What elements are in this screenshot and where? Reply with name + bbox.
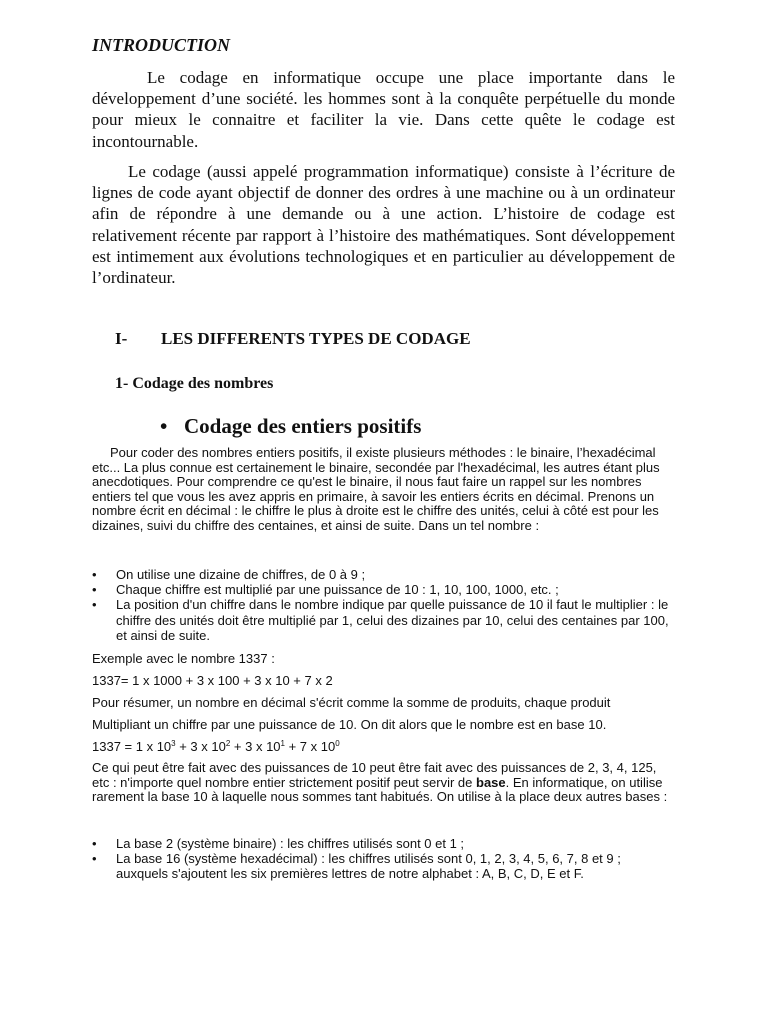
list-item (92, 597, 672, 643)
list-item-text: La base 2 (système binaire) : les chiffres utilisés sont 0 et 1 ; (116, 836, 465, 851)
bullet-marker: • (92, 851, 97, 867)
power-eq-part: + 3 x 10 (175, 739, 226, 754)
power-eq-part: + 7 x 10 (284, 739, 336, 754)
introduction-heading: INTRODUCTION (92, 35, 231, 55)
paragraph-text: . En informatique, on utilise rarement la base 10 à laquelle nous sommes tant habitués. On utilise à la place deux autres bases : (92, 774, 668, 805)
power-equation (92, 739, 340, 754)
intro-paragraph-2: Le codage (aussi appelé programmation informatique) consiste à l’écriture de lignes de code ayant objectif de donner des ordres à une machine ou à un ordinateur afin de répondre à une demande ou à une action. L’histoire de codage est relativement récente par rapport à l’histoire des mathématiques. Sont développement est intimement aux évolutions technologiques et en particulier au développement de l’ordinateur. (92, 162, 675, 288)
power-exponent: 1 (280, 739, 285, 748)
bullet-marker: • (92, 567, 97, 582)
bullet-list-bases (92, 836, 672, 882)
power-exponent: 2 (225, 739, 231, 748)
body-paragraph-2 (92, 761, 672, 805)
power-exponent: 0 (335, 739, 340, 748)
summary-line-2: Multipliant un chiffre par une puissance de 10. On dit alors que le nombre est en base 10. (92, 717, 607, 732)
list-item-text: La base 16 (système hexadécimal) : les chiffres utilisés sont 0, 1, 2, 3, 4, 5, 6, 7, 8 et 9 ; auxquels s'ajoutent les six premières lettres de notre alphabet : A, B, C, D, E et F. (116, 851, 621, 882)
example-equation: 1337= 1 x 1000 + 3 x 100 + 3 x 10 + 7 x 2 (92, 673, 333, 688)
bullet-heading-marker: • (160, 414, 168, 438)
power-eq-part: + 3 x 10 (230, 739, 281, 754)
bullet-marker: • (92, 582, 97, 598)
bullet-marker: • (92, 597, 97, 613)
section-number: I- (115, 329, 128, 348)
subsection-heading: 1- Codage des nombres (115, 375, 274, 392)
power-eq-part: 1337 = 1 x 10 (92, 739, 172, 754)
list-item (92, 851, 672, 881)
list-item (92, 567, 672, 582)
list-item (92, 836, 672, 851)
list-item (92, 582, 672, 597)
bullet-marker: • (92, 836, 97, 851)
intro-paragraph-1: Le codage en informatique occupe une place importante dans le développement d’une société. les hommes sont à la conquête perpétuelle du monde pour mieux le connaitre et faciliter la vie. Dans cette quête le codage est incontournable. (92, 68, 675, 151)
bullet-list-decimal (92, 567, 672, 643)
section-title: LES DIFFERENTS TYPES DE CODAGE (161, 329, 471, 348)
summary-line-1: Pour résumer, un nombre en décimal s'écrit comme la somme de produits, chaque produit (92, 695, 611, 710)
list-item-text: La position d'un chiffre dans le nombre indique par quelle puissance de 10 il faut le multiplier : le chiffre des unités doit être multiplié par 1, celui des dizaines par 10, celui des centaines par 100, et ainsi de suite. (116, 597, 669, 643)
list-item-text: On utilise une dizaine de chiffres, de 0 à 9 ; (116, 567, 366, 582)
section-heading (115, 329, 471, 349)
bullet-heading-title: Codage des entiers positifs (184, 414, 422, 438)
bold-term-base: base (476, 774, 506, 790)
paragraph-text: Ce qui peut être fait avec des puissances de 10 peut être fait avec des puissances de 2, 3, 4, 125, etc : n'importe quel nombre entier strictement positif peut servir de (92, 760, 657, 790)
body-paragraph-1: Pour coder des nombres entiers positifs, il existe plusieurs méthodes : le binaire, l’hexadécimal etc... La plus connue est certainement le binaire, secondée par l'hexadécimal, les autres étant plus anecdotiques. Pour comprendre ce qu'est le binaire, il nous faut faire un rappel sur les nombres entiers tel que vous les avez appris en primaire, à savoir les entiers écrits en décimal. Prenons un nombre écrit en décimal : le chiffre le plus à droite est le chiffre des unités, celui à côté est pour les dizaines, suivi du chiffre des centaines, et ainsi de suite. Dans un tel nombre : (92, 445, 660, 533)
power-exponent: 3 (171, 739, 176, 748)
list-item-text: Chaque chiffre est multiplié par une puissance de 10 : 1, 10, 100, 1000, etc. ; (116, 582, 559, 598)
example-intro: Exemple avec le nombre 1337 : (92, 651, 275, 666)
bullet-heading (160, 414, 421, 439)
